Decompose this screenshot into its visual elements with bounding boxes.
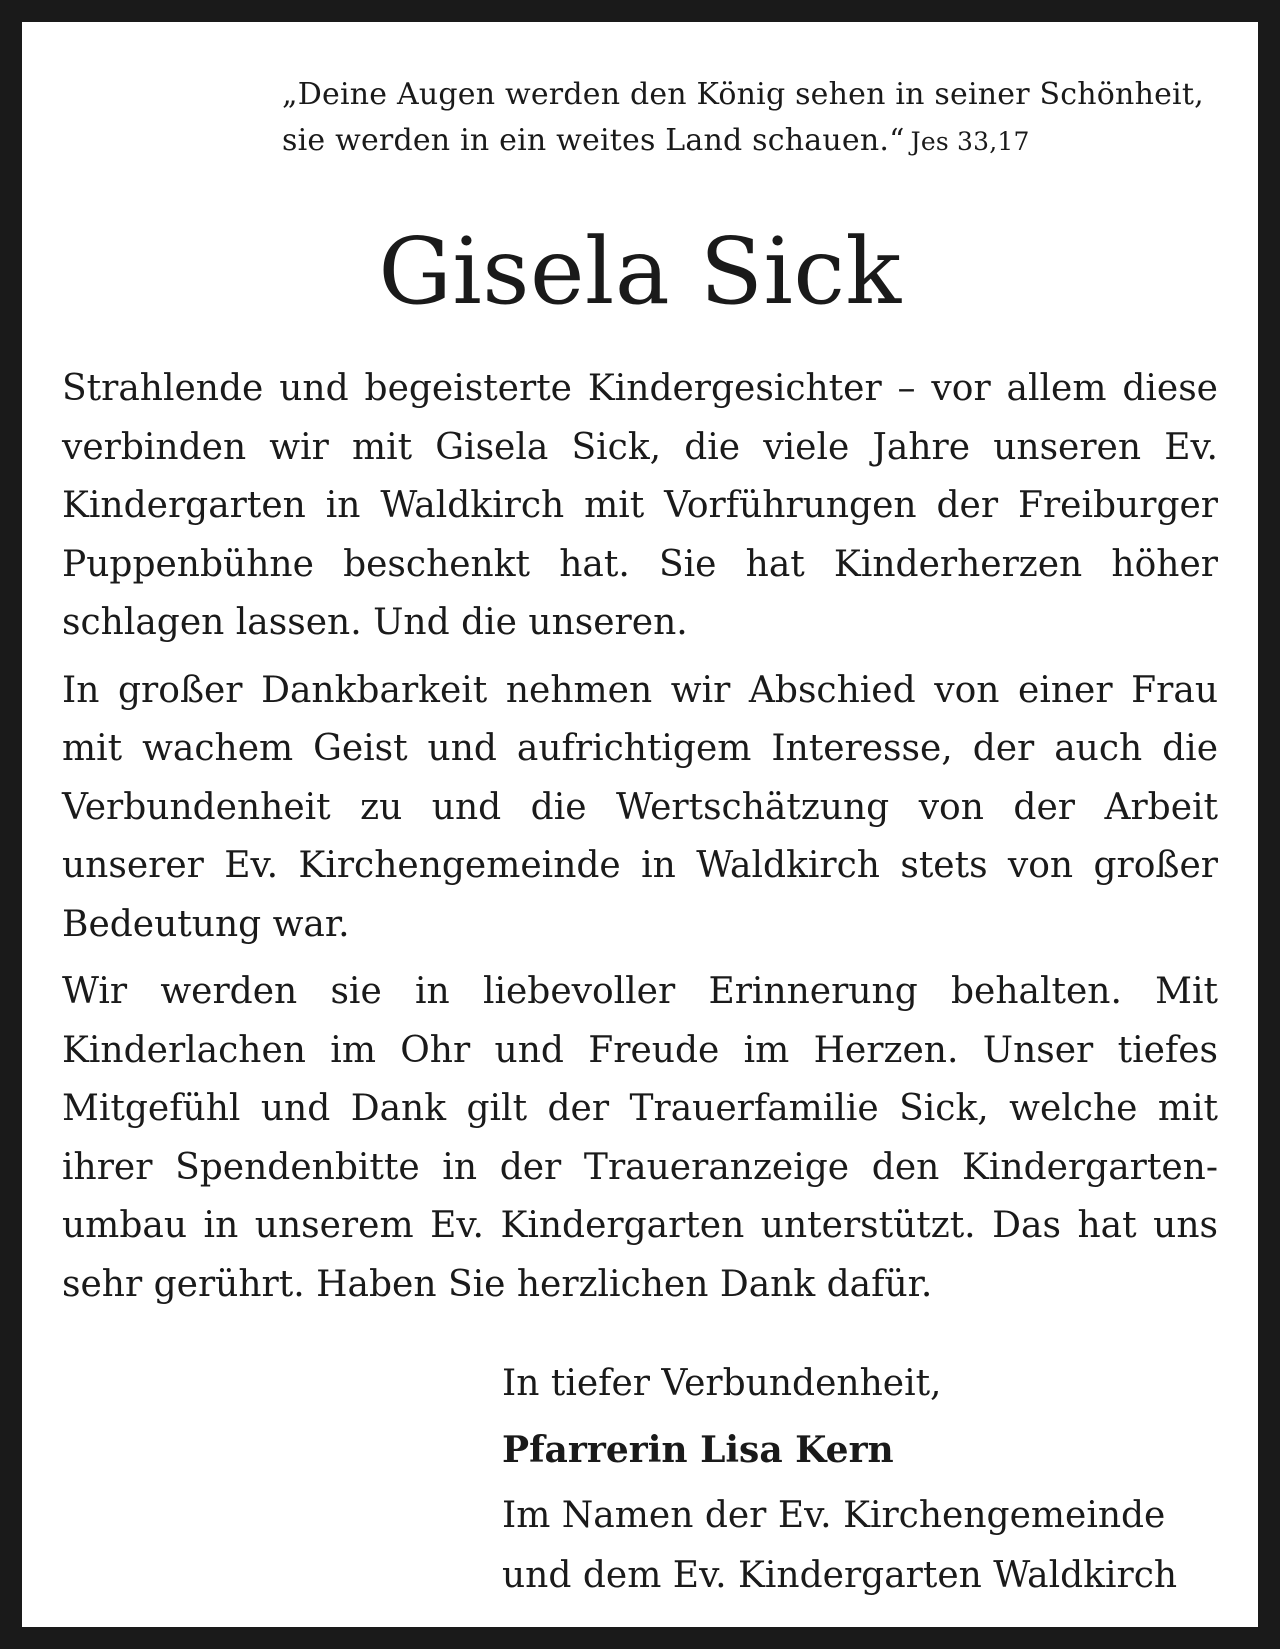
deceased-name: Gisela Sick bbox=[378, 218, 902, 325]
paragraph-1: Strahlende und begeisterte Kindergesichter – vor allem diese verbinden wir mit Gisela Sick, die viele Jahre unseren Ev. Kindergarten in Waldkirch mit Vorführungen der Freiburger Puppenbühne beschenkt hat. Sie hat Kinderherzen höher schlagen lassen. Und die unseren. bbox=[62, 368, 1218, 643]
notice-body bbox=[62, 360, 1218, 1323]
closing-signature bbox=[502, 1354, 1222, 1606]
quote-reference: Jes 33,17 bbox=[910, 127, 1030, 156]
paragraph-2: In großer Dankbarkeit nehmen wir Abschied von einer Frau mit wachem Geist und aufrichtigem Interesse, der auch die Verbundenheit zu und die Wertschätzung von der Arbeit unserer Ev. Kirchengemeinde in Waldkirch stets von großer Bedeutung war. bbox=[62, 669, 1218, 945]
quote-line-1: „Deine Augen werden den König sehen in seiner Schönheit, bbox=[282, 77, 1204, 112]
organization-line-2: und dem Ev. Kindergarten Waldkirch bbox=[502, 1555, 1178, 1596]
closing-greeting: In tiefer Verbundenheit, bbox=[502, 1363, 942, 1404]
quote-line-2 bbox=[282, 118, 1242, 165]
quote-line-2-text: sie werden in ein weites Land schauen.“ bbox=[282, 123, 905, 158]
bible-quote bbox=[282, 72, 1242, 165]
paragraph-3: Wir werden sie in liebevoller Erinnerung behalten. Mit Kinderlachen im Ohr und Freude im Herzen. Unser tiefes Mitgefühl und Dank gilt der Trauerfamilie Sick, welche mit ihrer Spendenbitte in der Traueranzeige den Kindergartenumbau in unserem Ev. Kindergarten unterstützt. Das hat uns sehr gerührt. Haben Sie herzlichen Dank dafür. bbox=[62, 971, 1218, 1305]
signer-name: Pfarrerin Lisa Kern bbox=[502, 1429, 894, 1471]
organization-line-1: Im Namen der Ev. Kirchengemeinde bbox=[502, 1495, 1166, 1536]
